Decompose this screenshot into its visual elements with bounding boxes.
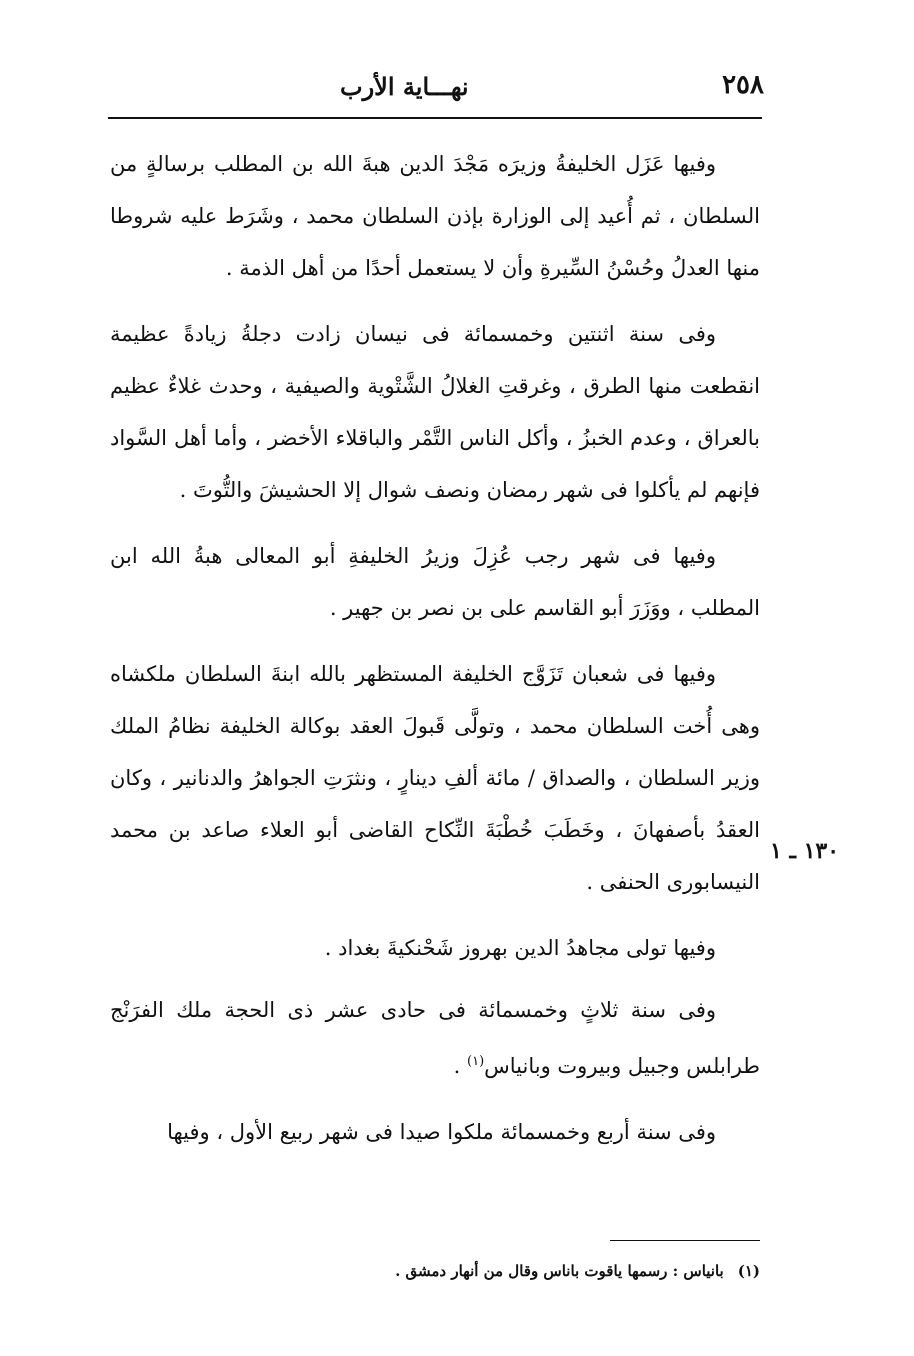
footnote-rule xyxy=(610,1240,760,1241)
running-title: نهـــاية الأرب xyxy=(340,72,469,101)
footnote-reference[interactable]: (١) xyxy=(467,1054,485,1069)
paragraph: وفيها تولى مجاهدُ الدين بهروز شَحْنكيةَ بغداد . xyxy=(324,936,716,960)
paragraph: وفى سنة اثنتين وخمسمائة فى نيسان زادت دجلةُ زيادةً عظيمة انقطعت منها الطرق ، وغرقتِ الغلالُ الشَّتْوية والصيفية ، وحدث غلاءٌ عظيم بالعراق ، وعدم الخبزُ ، وأكل الناس التَّمْر والباقلاء الأخضر ، وأما أهل السَّواد فإنهم لم يأكلوا فى شهر رمضان ونصف شوال إلا الحشيشَ والتُّوتَ . xyxy=(110,322,760,502)
main-text xyxy=(110,138,760,1172)
footnote-text: بانياس : رسمها ياقوت باناس وقال من أنهار دمشق . xyxy=(395,1262,724,1280)
page-number: ٢٥٨ xyxy=(722,70,764,100)
paragraph-text: وفى سنة ثلاثٍ وخمسمائة فى حادى عشر ذى الحجة ملك الفرَنْج طرابلس وجبيل وبيروت وبانياس xyxy=(110,998,760,1078)
margin-folio-reference: ١٣٠ ـ ١ xyxy=(770,838,840,864)
paragraph: وفيها عَزَل الخليفةُ وزيرَه مَجْدَ الدين هبةَ الله بن المطلب برسالةٍ من السلطان ، ثم أُعيد إلى الوزارة بإذن السلطان محمد ، وشَرَط عليه شروطا منها العدلُ وحُسْنُ السِّيرةِ وأن لا يستعمل أحدًا من أهل الذمة . xyxy=(110,152,760,280)
footnote xyxy=(240,1262,760,1280)
header-rule xyxy=(108,117,762,119)
paragraph-end: . xyxy=(453,1054,467,1078)
footnote-marker: (١) xyxy=(737,1262,760,1280)
paragraph: وفيها فى شهر رجب عُزِلَ وزيرُ الخليفةِ أبو المعالى هبةُ الله ابن المطلب ، ووَزَرَ أبو القاسم على بن نصر بن جهير . xyxy=(110,544,760,620)
paragraph: وفى سنة أربع وخمسمائة ملكوا صيدا فى شهر ربيع الأول ، وفيها xyxy=(167,1120,716,1144)
paragraph-with-footnote xyxy=(110,984,760,1092)
page-header xyxy=(108,70,764,106)
paragraph: وفيها فى شعبان تَزَوَّج الخليفة المستظهر بالله ابنةَ السلطان ملكشاه وهى أُخت السلطان محمد ، وتولَّى قَبولَ العقد بوكالة الخليفة نظامُ الملك وزير السلطان ، والصداق / مائة ألفِ دينارٍ ، ونثرَتِ الجواهرُ والدنانير ، وكان العقدُ بأصفهانَ ، وخَطَبَ خُطْبَةَ النِّكاح القاضى أبو العلاء صاعد بن محمد النيسابورى الحنفى . xyxy=(110,662,760,894)
